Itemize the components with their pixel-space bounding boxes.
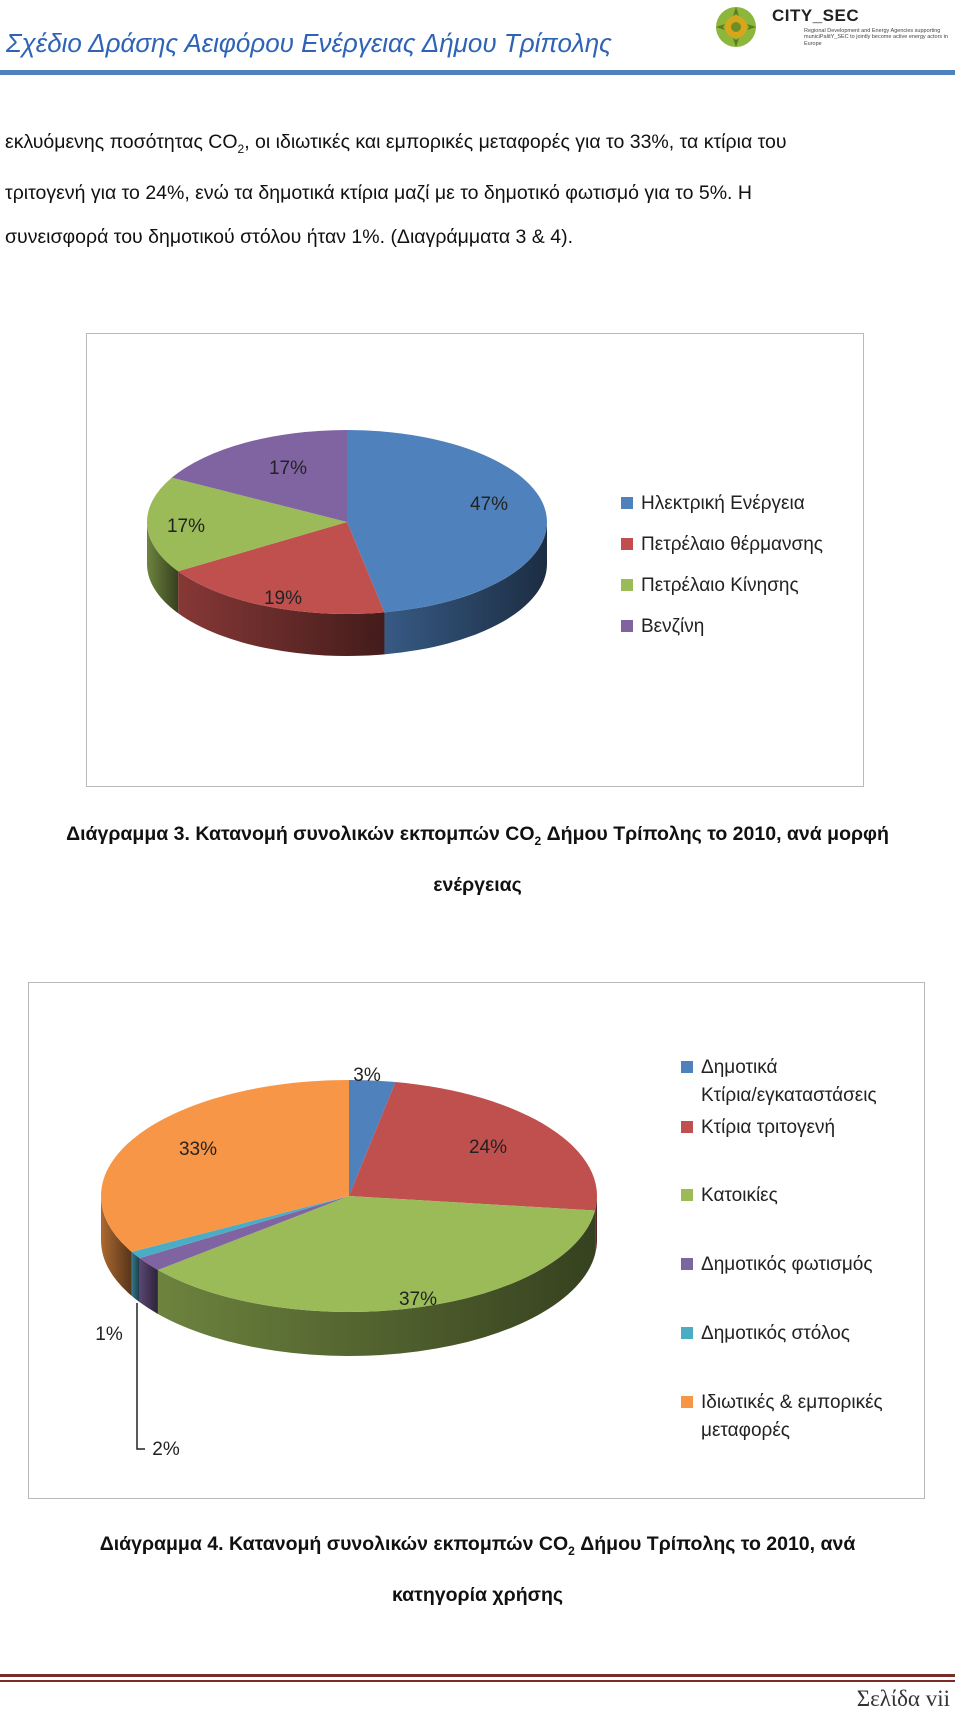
pct-label-2: 17% — [166, 516, 206, 537]
caption-diagram-3 — [0, 812, 955, 907]
caption-3-line-2: ενέργειας — [433, 873, 522, 896]
pct-label-3: 2% — [152, 1439, 180, 1460]
city-sec-logo — [712, 4, 952, 50]
sunflower-logo-icon — [712, 4, 768, 50]
legend-swatch-4 — [681, 1327, 693, 1339]
footer-rule-thin — [0, 1680, 955, 1682]
footer-rule-thick — [0, 1674, 955, 1677]
chart-3-frame — [86, 333, 864, 787]
legend-label-4: Δημοτικός στόλος — [701, 1323, 850, 1344]
legend-swatch-1 — [681, 1121, 693, 1133]
legend-swatch-1 — [621, 538, 633, 550]
legend-label-0: Ηλεκτρική Ενέργεια — [641, 493, 805, 514]
chart-3-energy-form-pie — [87, 334, 863, 786]
legend-label-0: Δημοτικά — [701, 1057, 778, 1078]
paragraph-line-2: τριτογενή για το 24%, ενώ τα δημοτικά κτίρια μαζί με το δημοτικό φωτισμό για το 5%. Η — [5, 181, 752, 204]
caption-diagram-4 — [0, 1522, 955, 1617]
legend-swatch-2 — [681, 1189, 693, 1201]
pct-label-1: 24% — [468, 1137, 508, 1158]
page-number: Σελίδα vii — [856, 1686, 950, 1711]
legend-label-1: Κτίρια τριτογενή — [701, 1117, 836, 1138]
pct-label-0: 3% — [353, 1065, 381, 1086]
pct-label-0: 47% — [469, 494, 509, 515]
caption-4-line-2: κατηγορία χρήσης — [391, 1583, 564, 1606]
legend-label-5: Ιδιωτικές & εμπορικές — [701, 1392, 883, 1413]
legend-label-3: Δημοτικός φωτισμός — [701, 1254, 873, 1275]
legend-label-3: Βενζίνη — [641, 616, 705, 637]
legend-swatch-0 — [681, 1061, 693, 1073]
chart-4-frame — [28, 982, 925, 1499]
document-header-title: Σχέδιο Δράσης Αειφόρου Ενέργειας Δήμου Τρίπολης — [6, 28, 612, 58]
logo-subtitle: Regional Development and Energy Agencies supporting municiPalitY_SEC to jointly become active energy actors in Europe — [804, 28, 948, 47]
pct-label-4: 1% — [95, 1324, 123, 1345]
legend-label-0-1: Κτίρια/εγκαταστάσεις — [701, 1085, 877, 1106]
header-rule — [0, 70, 955, 75]
paragraph-line-3: συνεισφορά του δημοτικού στόλου ήταν 1%. (Διαγράμματα 3 & 4). — [5, 225, 573, 248]
legend-swatch-0 — [621, 497, 633, 509]
legend-label-2: Πετρέλαιο Κίνησης — [641, 575, 799, 596]
caption-3-line-1: Διάγραμμα 3. Κατανομή συνολικών εκπομπών $CO_2$ Δήμου Τρίπολης το 2010, ανά μορφή — [66, 823, 889, 848]
pie-side-4 — [132, 1252, 140, 1302]
caption-4-line-1: Διάγραμμα 4. Κατανομή συνολικών εκπομπών $CO_2$ Δήμου Τρίπολης το 2010, ανά — [99, 1533, 856, 1558]
legend-label-5-1: μεταφορές — [701, 1420, 790, 1441]
pct-label-1: 19% — [263, 588, 303, 609]
legend-swatch-5 — [681, 1396, 693, 1408]
chart-4-usage-category-pie — [29, 983, 924, 1498]
pct-label-2: 37% — [398, 1289, 438, 1310]
legend-swatch-3 — [621, 620, 633, 632]
pct-label-3: 17% — [268, 458, 308, 479]
body-paragraph — [5, 120, 955, 259]
legend-label-1: Πετρέλαιο θέρμανσης — [641, 534, 823, 555]
leader-line-2pct — [137, 1303, 145, 1449]
legend-swatch-3 — [681, 1258, 693, 1270]
legend-label-2: Κατοικίες — [701, 1185, 778, 1206]
pct-label-5: 33% — [178, 1139, 218, 1160]
paragraph-line-1: εκλυόμενης ποσότητας $CO_2$, οι ιδιωτικές και εμπορικές μεταφορές για το 33%, τα κτίρια του — [5, 131, 787, 156]
legend-swatch-2 — [621, 579, 633, 591]
logo-title: CITY_SEC — [772, 6, 860, 25]
